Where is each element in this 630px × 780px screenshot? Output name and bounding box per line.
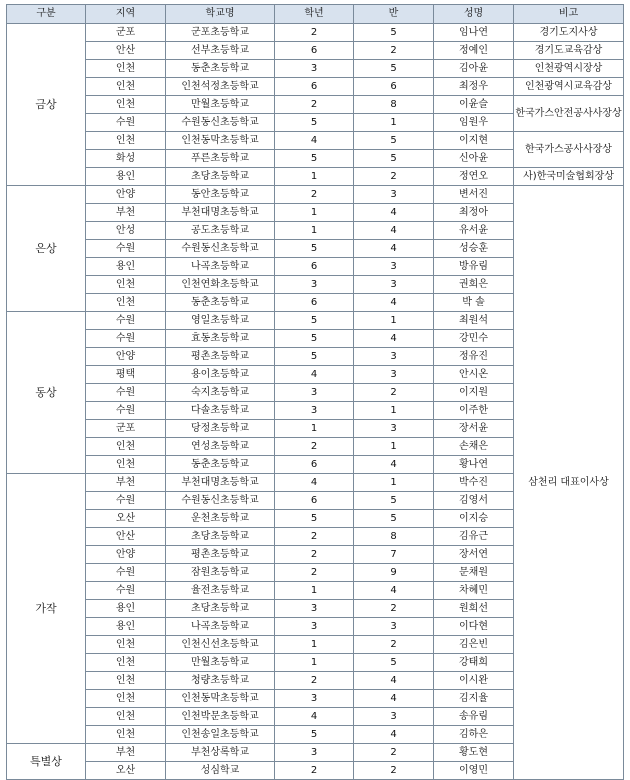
class-cell: 6: [354, 78, 434, 96]
class-cell: 3: [354, 708, 434, 726]
region-cell: 인천: [86, 78, 166, 96]
class-cell: 2: [354, 762, 434, 780]
school-cell: 평촌초등학교: [166, 546, 275, 564]
region-cell: 안산: [86, 42, 166, 60]
grade-cell: 1: [275, 582, 354, 600]
student-name-cell: 임원우: [434, 114, 514, 132]
school-cell: 효동초등학교: [166, 330, 275, 348]
student-name-cell: 이다현: [434, 618, 514, 636]
grade-cell: 6: [275, 492, 354, 510]
school-cell: 초당초등학교: [166, 528, 275, 546]
header-category: 구분: [7, 5, 86, 24]
school-cell: 동춘초등학교: [166, 456, 275, 474]
student-name-cell: 황나연: [434, 456, 514, 474]
student-name-cell: 이시완: [434, 672, 514, 690]
class-cell: 4: [354, 582, 434, 600]
class-cell: 4: [354, 240, 434, 258]
student-name-cell: 강민수: [434, 330, 514, 348]
student-name-cell: 손채은: [434, 438, 514, 456]
class-cell: 3: [354, 258, 434, 276]
grade-cell: 2: [275, 564, 354, 582]
school-cell: 동춘초등학교: [166, 294, 275, 312]
region-cell: 화성: [86, 150, 166, 168]
award-note-cell: 인천광역시교육감상: [514, 78, 624, 96]
student-name-cell: 정예인: [434, 42, 514, 60]
student-name-cell: 김하은: [434, 726, 514, 744]
grade-cell: 6: [275, 78, 354, 96]
student-name-cell: 변서진: [434, 186, 514, 204]
grade-cell: 6: [275, 42, 354, 60]
grade-cell: 5: [275, 114, 354, 132]
school-cell: 부천대명초등학교: [166, 204, 275, 222]
grade-cell: 5: [275, 312, 354, 330]
student-name-cell: 신아윤: [434, 150, 514, 168]
school-cell: 푸른초등학교: [166, 150, 275, 168]
class-cell: 4: [354, 204, 434, 222]
region-cell: 인천: [86, 636, 166, 654]
class-cell: 5: [354, 24, 434, 42]
student-name-cell: 장서연: [434, 546, 514, 564]
school-cell: 부천대명초등학교: [166, 474, 275, 492]
region-cell: 인천: [86, 294, 166, 312]
region-cell: 안성: [86, 222, 166, 240]
student-name-cell: 차혜민: [434, 582, 514, 600]
class-cell: 4: [354, 690, 434, 708]
class-cell: 3: [354, 366, 434, 384]
grade-cell: 5: [275, 330, 354, 348]
grade-cell: 5: [275, 726, 354, 744]
grade-cell: 5: [275, 510, 354, 528]
header-row: [7, 5, 624, 24]
region-cell: 용인: [86, 258, 166, 276]
region-cell: 수원: [86, 312, 166, 330]
class-cell: 4: [354, 330, 434, 348]
student-name-cell: 이주한: [434, 402, 514, 420]
table-row: [7, 186, 624, 204]
class-cell: 2: [354, 744, 434, 762]
header-region: 지역: [86, 5, 166, 24]
grade-cell: 4: [275, 366, 354, 384]
region-cell: 안양: [86, 186, 166, 204]
region-cell: 인천: [86, 438, 166, 456]
header-note: 비고: [514, 5, 624, 24]
student-name-cell: 이지원: [434, 384, 514, 402]
header-grade: 학년: [275, 5, 354, 24]
school-cell: 청량초등학교: [166, 672, 275, 690]
grade-cell: 3: [275, 402, 354, 420]
grade-cell: 6: [275, 258, 354, 276]
grade-cell: 1: [275, 204, 354, 222]
school-cell: 인천연화초등학교: [166, 276, 275, 294]
student-name-cell: 안시온: [434, 366, 514, 384]
student-name-cell: 정연오: [434, 168, 514, 186]
table-row: [7, 96, 624, 114]
grade-cell: 3: [275, 690, 354, 708]
grade-cell: 2: [275, 528, 354, 546]
grade-cell: 2: [275, 438, 354, 456]
grade-cell: 2: [275, 546, 354, 564]
student-name-cell: 송유림: [434, 708, 514, 726]
region-cell: 인천: [86, 654, 166, 672]
grade-cell: 6: [275, 294, 354, 312]
school-cell: 동춘초등학교: [166, 60, 275, 78]
grade-cell: 5: [275, 240, 354, 258]
class-cell: 8: [354, 528, 434, 546]
school-cell: 운천초등학교: [166, 510, 275, 528]
school-cell: 수원동신초등학교: [166, 492, 275, 510]
school-cell: 동안초등학교: [166, 186, 275, 204]
table-row: [7, 24, 624, 42]
region-cell: 수원: [86, 384, 166, 402]
class-cell: 2: [354, 168, 434, 186]
school-cell: 수원동신초등학교: [166, 114, 275, 132]
student-name-cell: 이윤슬: [434, 96, 514, 114]
award-note-cell: 삼천리 대표이사상: [514, 186, 624, 780]
student-name-cell: 김영서: [434, 492, 514, 510]
class-cell: 7: [354, 546, 434, 564]
school-cell: 만월초등학교: [166, 96, 275, 114]
grade-cell: 1: [275, 654, 354, 672]
school-cell: 영일초등학교: [166, 312, 275, 330]
class-cell: 3: [354, 420, 434, 438]
school-cell: 수원동신초등학교: [166, 240, 275, 258]
grade-cell: 1: [275, 636, 354, 654]
school-cell: 다솔초등학교: [166, 402, 275, 420]
school-cell: 인천동막초등학교: [166, 132, 275, 150]
grade-cell: 3: [275, 276, 354, 294]
student-name-cell: 문채원: [434, 564, 514, 582]
school-cell: 인천박문초등학교: [166, 708, 275, 726]
region-cell: 수원: [86, 582, 166, 600]
grade-cell: 1: [275, 222, 354, 240]
class-cell: 4: [354, 672, 434, 690]
class-cell: 5: [354, 510, 434, 528]
class-cell: 4: [354, 456, 434, 474]
student-name-cell: 황도현: [434, 744, 514, 762]
student-name-cell: 김은빈: [434, 636, 514, 654]
school-cell: 인천석정초등학교: [166, 78, 275, 96]
grade-cell: 3: [275, 60, 354, 78]
award-category-cell: 가작: [7, 474, 86, 744]
class-cell: 3: [354, 618, 434, 636]
grade-cell: 1: [275, 168, 354, 186]
header-school: 학교명: [166, 5, 275, 24]
student-name-cell: 임나연: [434, 24, 514, 42]
region-cell: 인천: [86, 132, 166, 150]
student-name-cell: 김지율: [434, 690, 514, 708]
class-cell: 1: [354, 438, 434, 456]
class-cell: 4: [354, 294, 434, 312]
school-cell: 선부초등학교: [166, 42, 275, 60]
class-cell: 4: [354, 222, 434, 240]
school-cell: 용이초등학교: [166, 366, 275, 384]
region-cell: 군포: [86, 24, 166, 42]
header-class: 반: [354, 5, 434, 24]
grade-cell: 1: [275, 420, 354, 438]
region-cell: 오산: [86, 510, 166, 528]
student-name-cell: 최정우: [434, 78, 514, 96]
region-cell: 부천: [86, 744, 166, 762]
school-cell: 연성초등학교: [166, 438, 275, 456]
class-cell: 3: [354, 276, 434, 294]
region-cell: 수원: [86, 564, 166, 582]
school-cell: 만월초등학교: [166, 654, 275, 672]
region-cell: 용인: [86, 168, 166, 186]
school-cell: 초당초등학교: [166, 168, 275, 186]
school-cell: 인천송일초등학교: [166, 726, 275, 744]
award-category-cell: 은상: [7, 186, 86, 312]
student-name-cell: 강태희: [434, 654, 514, 672]
school-cell: 율전초등학교: [166, 582, 275, 600]
school-cell: 나곡초등학교: [166, 258, 275, 276]
school-cell: 인천신선초등학교: [166, 636, 275, 654]
region-cell: 오산: [86, 762, 166, 780]
class-cell: 5: [354, 654, 434, 672]
award-category-cell: 동상: [7, 312, 86, 474]
class-cell: 5: [354, 60, 434, 78]
grade-cell: 5: [275, 150, 354, 168]
school-cell: 나곡초등학교: [166, 618, 275, 636]
region-cell: 인천: [86, 690, 166, 708]
region-cell: 안산: [86, 528, 166, 546]
class-cell: 8: [354, 96, 434, 114]
region-cell: 인천: [86, 276, 166, 294]
award-note-cell: 인천광역시장상: [514, 60, 624, 78]
award-note-cell: 한국가스안전공사사장상: [514, 96, 624, 132]
school-cell: 당정초등학교: [166, 420, 275, 438]
school-cell: 성심학교: [166, 762, 275, 780]
region-cell: 인천: [86, 672, 166, 690]
student-name-cell: 박 솔: [434, 294, 514, 312]
class-cell: 1: [354, 474, 434, 492]
region-cell: 인천: [86, 96, 166, 114]
class-cell: 3: [354, 186, 434, 204]
school-cell: 초당초등학교: [166, 600, 275, 618]
region-cell: 인천: [86, 726, 166, 744]
grade-cell: 2: [275, 96, 354, 114]
class-cell: 2: [354, 600, 434, 618]
award-category-cell: 금상: [7, 24, 86, 186]
grade-cell: 3: [275, 618, 354, 636]
region-cell: 안양: [86, 348, 166, 366]
region-cell: 수원: [86, 402, 166, 420]
region-cell: 인천: [86, 60, 166, 78]
region-cell: 안양: [86, 546, 166, 564]
school-cell: 잠원초등학교: [166, 564, 275, 582]
awards-table: [6, 4, 624, 780]
grade-cell: 3: [275, 384, 354, 402]
header-name: 성명: [434, 5, 514, 24]
student-name-cell: 이지승: [434, 510, 514, 528]
class-cell: 5: [354, 150, 434, 168]
student-name-cell: 이영민: [434, 762, 514, 780]
school-cell: 부천상록학교: [166, 744, 275, 762]
table-row: [7, 60, 624, 78]
table-body: [7, 24, 624, 780]
table-row: [7, 78, 624, 96]
class-cell: 2: [354, 42, 434, 60]
region-cell: 수원: [86, 240, 166, 258]
school-cell: 군포초등학교: [166, 24, 275, 42]
grade-cell: 2: [275, 24, 354, 42]
class-cell: 1: [354, 114, 434, 132]
grade-cell: 3: [275, 744, 354, 762]
student-name-cell: 유서윤: [434, 222, 514, 240]
school-cell: 평촌초등학교: [166, 348, 275, 366]
student-name-cell: 박수진: [434, 474, 514, 492]
class-cell: 2: [354, 384, 434, 402]
class-cell: 1: [354, 402, 434, 420]
award-note-cell: 경기도교육감상: [514, 42, 624, 60]
award-note-cell: 경기도지사상: [514, 24, 624, 42]
region-cell: 수원: [86, 114, 166, 132]
region-cell: 용인: [86, 600, 166, 618]
class-cell: 9: [354, 564, 434, 582]
region-cell: 수원: [86, 492, 166, 510]
grade-cell: 2: [275, 672, 354, 690]
grade-cell: 6: [275, 456, 354, 474]
region-cell: 평택: [86, 366, 166, 384]
grade-cell: 4: [275, 132, 354, 150]
student-name-cell: 최정아: [434, 204, 514, 222]
grade-cell: 2: [275, 186, 354, 204]
class-cell: 5: [354, 492, 434, 510]
table-row: [7, 42, 624, 60]
student-name-cell: 원희선: [434, 600, 514, 618]
region-cell: 군포: [86, 420, 166, 438]
student-name-cell: 김아윤: [434, 60, 514, 78]
region-cell: 부천: [86, 474, 166, 492]
grade-cell: 4: [275, 474, 354, 492]
school-cell: 숙지초등학교: [166, 384, 275, 402]
grade-cell: 2: [275, 762, 354, 780]
class-cell: 3: [354, 348, 434, 366]
grade-cell: 5: [275, 348, 354, 366]
student-name-cell: 이지현: [434, 132, 514, 150]
student-name-cell: 정유진: [434, 348, 514, 366]
class-cell: 4: [354, 726, 434, 744]
grade-cell: 3: [275, 600, 354, 618]
class-cell: 2: [354, 636, 434, 654]
award-category-cell: 특별상: [7, 744, 86, 780]
class-cell: 1: [354, 312, 434, 330]
school-cell: 공도초등학교: [166, 222, 275, 240]
student-name-cell: 방유림: [434, 258, 514, 276]
class-cell: 5: [354, 132, 434, 150]
region-cell: 부천: [86, 204, 166, 222]
grade-cell: 4: [275, 708, 354, 726]
school-cell: 인천동막초등학교: [166, 690, 275, 708]
student-name-cell: 장서윤: [434, 420, 514, 438]
region-cell: 용인: [86, 618, 166, 636]
region-cell: 인천: [86, 708, 166, 726]
award-note-cell: 한국가스공사사장상: [514, 132, 624, 168]
table-row: [7, 168, 624, 186]
student-name-cell: 성승훈: [434, 240, 514, 258]
region-cell: 수원: [86, 330, 166, 348]
award-note-cell: 사)한국미술협회장상: [514, 168, 624, 186]
student-name-cell: 최원석: [434, 312, 514, 330]
table-row: [7, 132, 624, 150]
region-cell: 인천: [86, 456, 166, 474]
student-name-cell: 권희은: [434, 276, 514, 294]
student-name-cell: 김유근: [434, 528, 514, 546]
awards-table-wrapper: [6, 4, 624, 780]
